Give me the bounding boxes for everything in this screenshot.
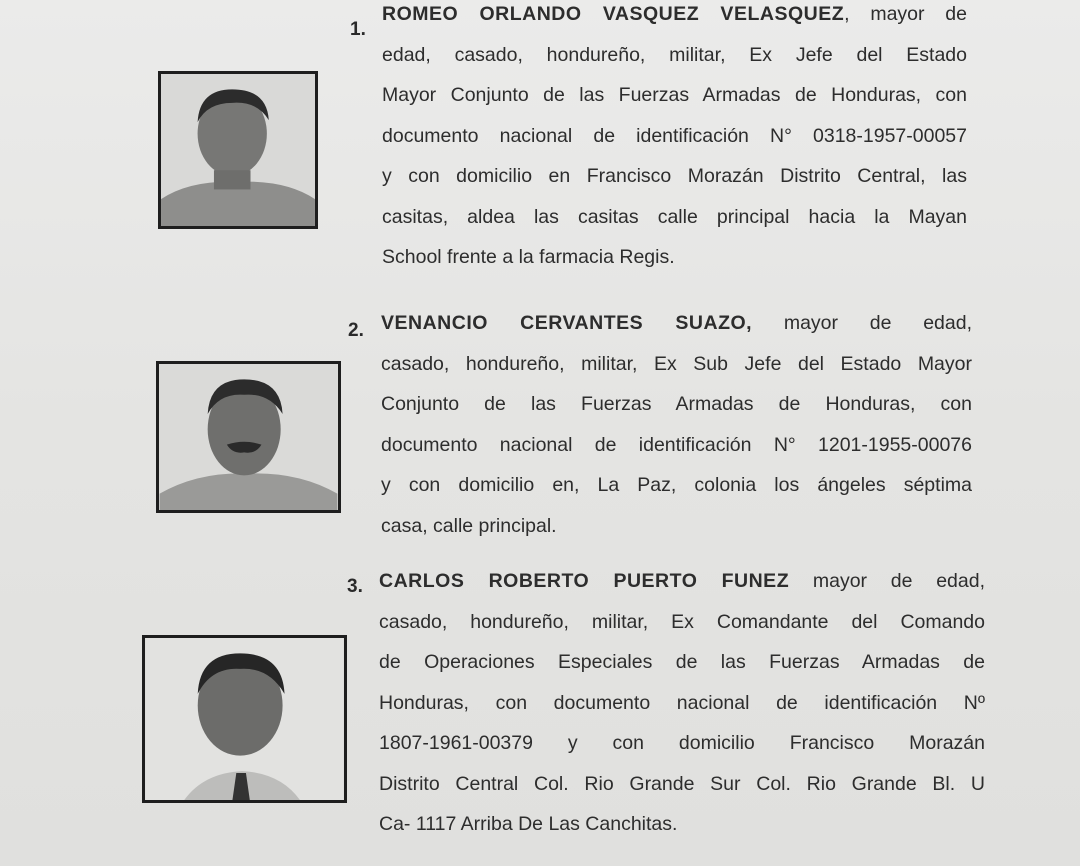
entry-number: 1.	[350, 19, 366, 40]
photo-carlos-puerto	[142, 635, 347, 803]
entry-number: 3.	[347, 576, 363, 597]
photo-romeo-vasquez	[158, 71, 318, 229]
person-name: VENANCIO CERVANTES SUAZO,	[381, 312, 753, 334]
entry-number: 2.	[348, 320, 364, 341]
person-portrait-icon	[161, 74, 315, 226]
person-name: ROMEO ORLANDO VASQUEZ VELASQUEZ	[382, 3, 845, 25]
person-portrait-icon	[159, 364, 338, 510]
person-portrait-icon	[145, 638, 344, 800]
photo-venancio-cervantes	[156, 361, 341, 513]
entry-text: CARLOS ROBERTO PUERTO FUNEZ mayor de edad, casado, hondureño, militar, Ex Comandante del Comando de Operaciones Especiales de las Fuerzas Armadas de Honduras, con documento nacional de identificación Nº 1807-1961-00379 y con domicilio Francisco Morazán Distrito Central Col. Rio Grande Sur Col. Rio Grande Bl. U Ca- 1117 Arriba De Las Canchitas.	[379, 570, 985, 835]
entry-text: ROMEO ORLANDO VASQUEZ VELASQUEZ, mayor de edad, casado, hondureño, militar, Ex Jefe del Estado Mayor Conjunto de las Fuerzas Armadas de Honduras, con documento nacional de identificación N° 0318-1957-00057 y con domicilio en Francisco Morazán Distrito Central, las casitas, aldea las casitas calle principal hacia la Mayan School frente a la farmacia Regis.	[382, 3, 967, 268]
person-name: CARLOS ROBERTO PUERTO FUNEZ	[379, 570, 790, 592]
entry-text: VENANCIO CERVANTES SUAZO, mayor de edad, casado, hondureño, militar, Ex Sub Jefe del Estado Mayor Conjunto de las Fuerzas Armadas de Honduras, con documento nacional de identificación N° 1201-1955-00076 y con domicilio en, La Paz, colonia los ángeles séptima casa, calle principal.	[381, 312, 972, 537]
